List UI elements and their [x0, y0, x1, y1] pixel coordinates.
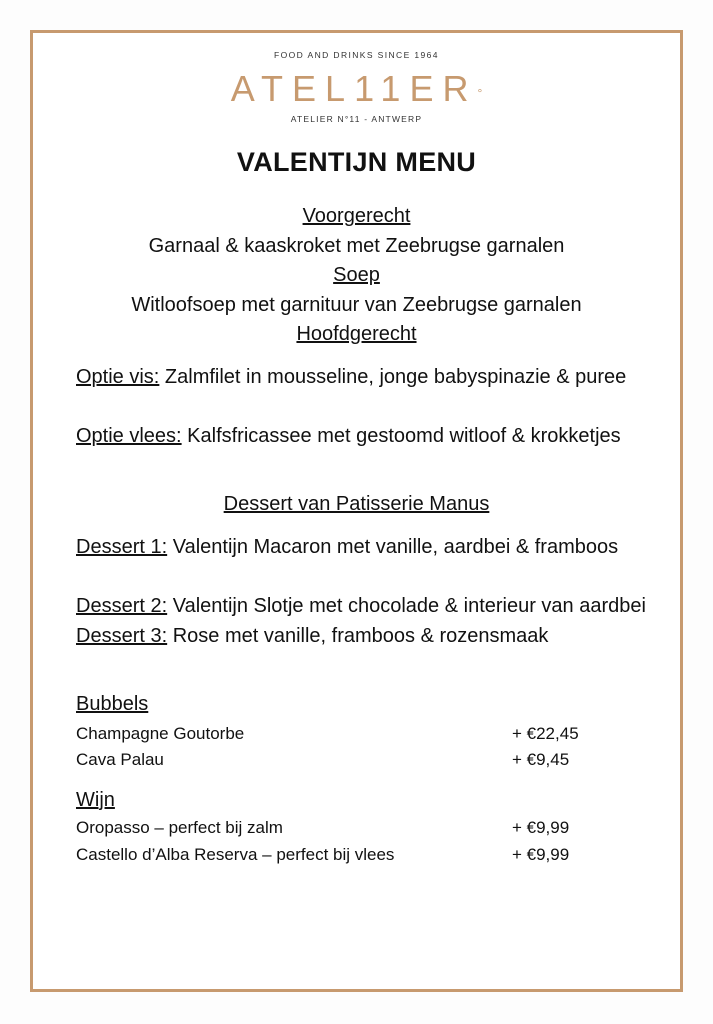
option-vis — [76, 363, 646, 393]
item-name: Cava Palau — [76, 750, 164, 769]
wijn-heading: Wijn — [76, 789, 115, 811]
brand-tagline: FOOD AND DRINKS SINCE 1964 — [274, 50, 439, 60]
brand-logo — [0, 65, 713, 113]
item-name: Castello d’Alba Reserva – perfect bij vlees — [76, 845, 395, 864]
dessert-1-text: Valentijn Macaron met vanille, aardbei & framboos — [167, 536, 619, 558]
dessert-3-text: Rose met vanille, framboos & rozensmaak — [167, 624, 549, 647]
item-price: + €22,45 — [512, 724, 579, 743]
soep-dish: Witloofsoep met garnituur van Zeebrugse garnalen — [131, 294, 582, 316]
voorgerecht-heading: Voorgerecht — [302, 205, 411, 227]
bubbels-heading: Bubbels — [76, 693, 149, 715]
item-price: + €9,45 — [512, 750, 570, 769]
brand-logo-mark: ° — [477, 86, 483, 100]
hoofdgerecht-heading: Hoofdgerecht — [296, 323, 417, 345]
soep-heading: Soep — [333, 264, 380, 286]
brand-subline: ATELIER N°11 - ANTWERP — [290, 114, 423, 123]
dessert-1 — [76, 533, 646, 563]
option-vlees-label: Optie vlees: — [76, 425, 182, 447]
option-vlees-text: Kalfsfricassee met gestoomd witloof & krokketjes — [181, 425, 621, 447]
voorgerecht-dish: Garnaal & kaaskroket met Zeebrugse garnalen — [148, 235, 565, 257]
item-name: Oropasso – perfect bij zalm — [76, 818, 283, 837]
dessert-2-text: Valentijn Slotje met chocolade & interieur van aardbei — [167, 595, 646, 617]
dessert-2-label: Dessert 2: — [76, 595, 168, 617]
item-price: + €9,99 — [512, 845, 570, 864]
item-name: Champagne Goutorbe — [76, 724, 245, 743]
option-vis-label: Optie vis: — [76, 366, 160, 388]
item-price: + €9,99 — [512, 818, 570, 837]
option-vlees — [76, 422, 646, 452]
brand-logo-text: ATEL11ER — [230, 68, 478, 109]
dessert-1-label: Dessert 1: — [76, 536, 168, 558]
option-vis-text: Zalmfilet in mousseline, jonge babyspinazie & puree — [159, 366, 627, 388]
dessert-3-label: Dessert 3: — [76, 624, 168, 647]
page-title: VALENTIJN MENU — [236, 147, 477, 177]
dessert-2-3 — [76, 592, 646, 651]
dessert-heading: Dessert van Patisserie Manus — [223, 493, 490, 515]
